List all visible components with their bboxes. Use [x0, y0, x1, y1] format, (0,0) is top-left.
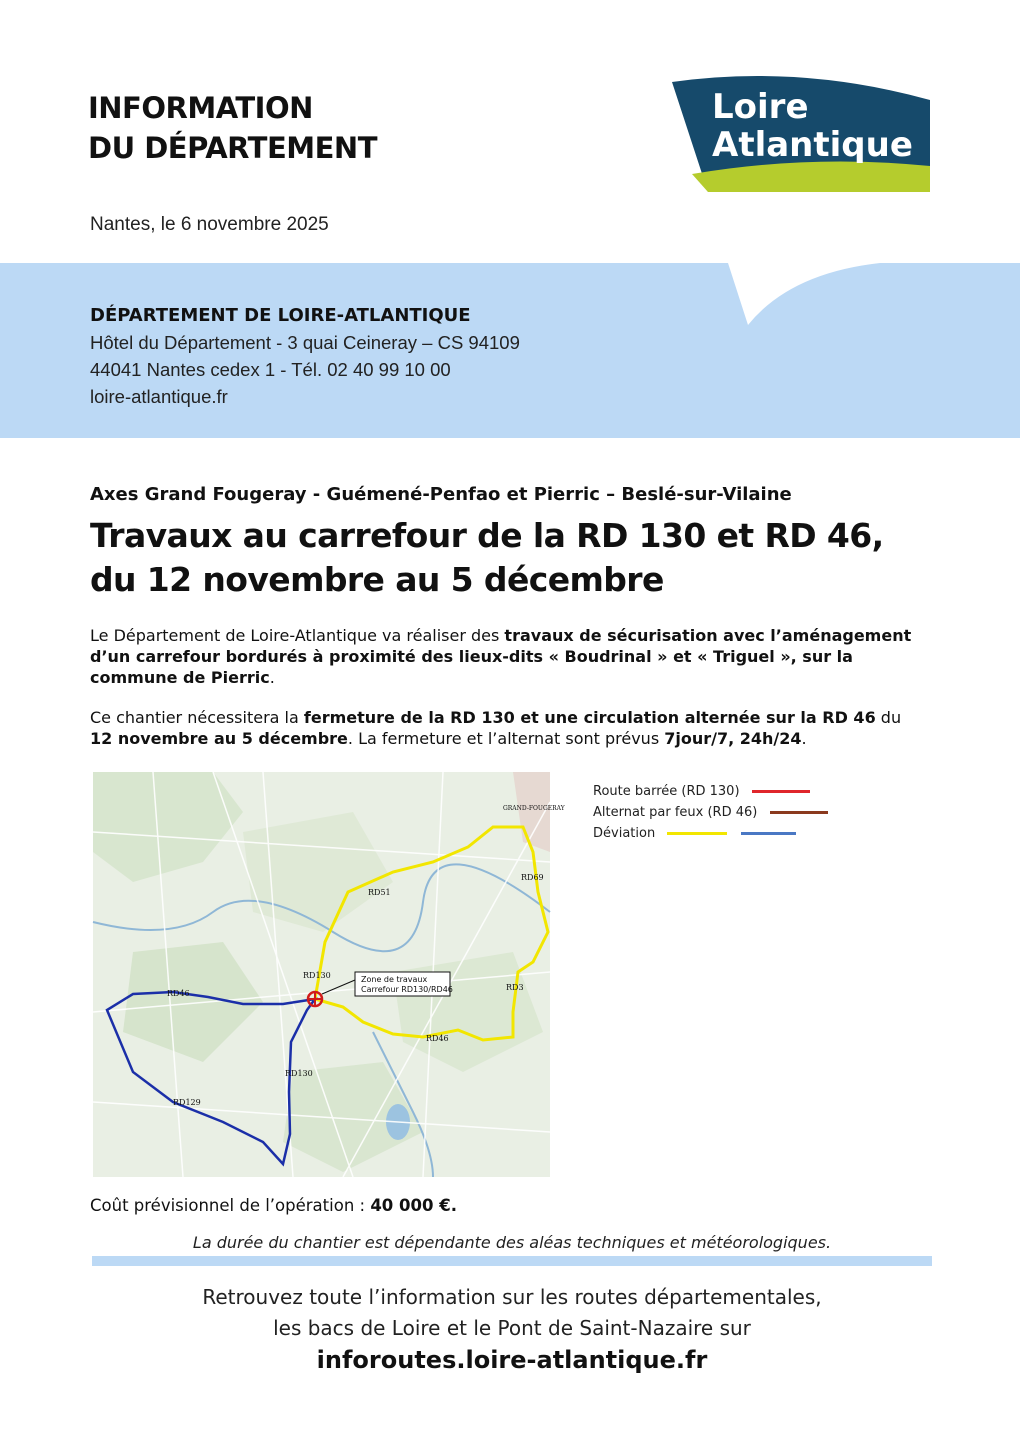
heading-line-2: DU DÉPARTEMENT — [88, 131, 377, 165]
map-label-rd3: RD3 — [506, 983, 524, 992]
duration-note: La durée du chantier est dépendante des aléas techniques et météorologiques. — [192, 1233, 832, 1252]
press-date: Nantes, le 6 novembre 2025 — [90, 214, 329, 235]
legend-brown-line — [770, 811, 828, 814]
article-title — [90, 514, 884, 602]
logo-text-atlantique: Atlantique — [712, 125, 913, 165]
heading-line-1: INFORMATION — [88, 91, 313, 125]
paragraph-2-text-b: du — [875, 708, 902, 727]
legend-deviation-label: Déviation — [593, 826, 656, 841]
legend-blue-line — [741, 832, 796, 835]
map-label-rd46-east: RD46 — [426, 1034, 449, 1043]
paragraph-2-bold-dates: 12 novembre au 5 décembre — [90, 729, 348, 748]
address-line-1: Hôtel du Département - 3 quai Ceineray – CS 94109 — [90, 332, 520, 353]
department-name: DÉPARTEMENT DE LOIRE-ATLANTIQUE — [90, 305, 471, 326]
legend-road-closed-label: Route barrée (RD 130) — [593, 784, 740, 799]
paragraph-2-bold-a: fermeture de la RD 130 et une circulation alternée sur la RD 46 — [303, 708, 876, 727]
logo-text-loire: Loire — [712, 87, 809, 127]
paragraph-2-text-a: Ce chantier nécessitera la — [90, 708, 304, 727]
cost-label: Coût prévisionnel de l’opération : — [90, 1196, 371, 1215]
callout-line-2: Carrefour RD130/RD46 — [361, 985, 453, 994]
title-line-2: du 12 novembre au 5 décembre — [90, 560, 664, 599]
title-line-1: Travaux au carrefour de la RD 130 et RD 46, — [90, 516, 884, 555]
paragraph-1-bold: travaux de sécurisation avec l’aménagement d’un carrefour bordurés à proximité des lieux-dits « Boudrinal » et « Triguel », sur la commune de Pierric — [90, 626, 912, 687]
paragraph-1-text: Le Département de Loire-Atlantique va réaliser des — [90, 626, 505, 645]
map-label-rd130: RD130 — [303, 971, 331, 980]
footer-line-2: les bacs de Loire et le Pont de Saint-Nazaire sur — [273, 1316, 751, 1340]
inforoutes-link[interactable]: inforoutes.loire-atlantique.fr — [316, 1346, 708, 1374]
legend-yellow-line — [667, 832, 727, 835]
address-block — [90, 302, 520, 410]
map-label-grand-fougeray: GRAND-FOUGERAY — [503, 805, 565, 812]
callout-line-1: Zone de travaux — [361, 975, 428, 984]
map-label-rd130-south: RD130 — [285, 1069, 313, 1078]
map-label-rd46-west: RD46 — [167, 989, 190, 998]
cost-value: 40 000 €. — [370, 1196, 457, 1215]
department-website-link[interactable]: loire-atlantique.fr — [90, 386, 228, 407]
footer-line-1: Retrouvez toute l’information sur les routes départementales, — [202, 1285, 822, 1309]
paragraph-closure — [90, 707, 920, 749]
map-label-rd51: RD51 — [368, 888, 391, 897]
paragraph-2-bold-schedule: 7jour/7, 24h/24 — [664, 729, 802, 748]
cost-line — [90, 1196, 457, 1215]
legend-alternating-label: Alternat par feux (RD 46) — [593, 805, 758, 820]
article-axes: Axes Grand Fougeray - Guémené-Penfao et Pierric – Beslé-sur-Vilaine — [90, 484, 792, 505]
map-label-rd129: RD129 — [173, 1098, 201, 1107]
map-label-rd69: RD69 — [521, 873, 544, 882]
footer-divider — [92, 1256, 932, 1266]
page-heading — [88, 88, 377, 168]
paragraph-works — [90, 625, 920, 688]
paragraph-1-end: . — [269, 668, 275, 687]
paragraph-2-end: . — [801, 729, 807, 748]
route-map — [93, 772, 565, 1177]
address-line-2: 44041 Nantes cedex 1 - Tél. 02 40 99 10 00 — [90, 359, 451, 380]
paragraph-2-text-c: . La fermeture et l’alternat sont prévus — [347, 729, 665, 748]
loire-atlantique-logo — [670, 70, 932, 204]
legend-red-line — [752, 790, 810, 793]
